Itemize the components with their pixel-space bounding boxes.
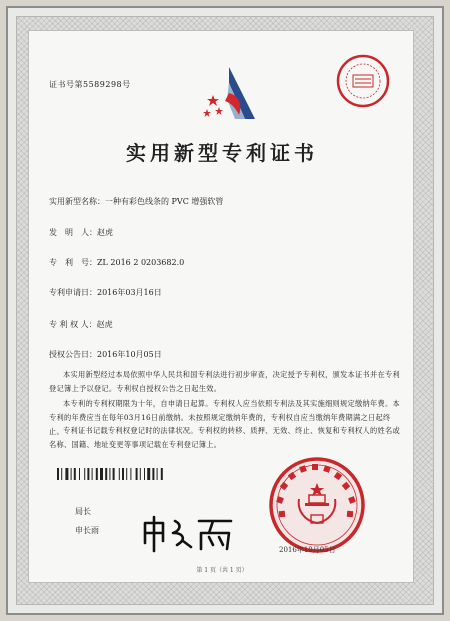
field-value: 一种有彩色线条的 PVC 增强软管 bbox=[105, 197, 224, 206]
paragraph-term: 本专利的专利权期限为十年，自申请日起算。专利权人应当依照专利法及其实施细则规定缴纳年费。本专利的年费应当在每年03月16日前缴纳。未按照规定缴纳年费的，专利权自应当缴纳年费期满之日起终止。 bbox=[49, 399, 400, 436]
field-value: 赵虎 bbox=[97, 228, 113, 237]
certificate-number: 证书号第5589298号 bbox=[49, 80, 131, 89]
field-value: 2016年10月05日 bbox=[97, 350, 162, 359]
field-label: 专 利 权 人： bbox=[49, 320, 97, 329]
field-inventor bbox=[49, 227, 113, 238]
field-label: 专 利 号： bbox=[49, 258, 97, 267]
field-grant-date bbox=[49, 349, 162, 360]
patent-office-logo-icon bbox=[199, 63, 261, 125]
field-value: 2016年03月16日 bbox=[97, 288, 162, 297]
seal-date: 2016年10月05日 bbox=[279, 546, 336, 554]
field-label: 专利申请日： bbox=[49, 288, 97, 297]
director-name: 申长雨 bbox=[75, 526, 99, 535]
registration-stamp-icon bbox=[335, 53, 391, 109]
official-seal-icon bbox=[267, 455, 367, 555]
director-title: 局长 bbox=[75, 507, 91, 516]
field-label: 授权公告日： bbox=[49, 350, 97, 359]
field-patent-number bbox=[49, 257, 184, 268]
director-signature bbox=[139, 513, 235, 553]
field-label: 实用新型名称： bbox=[49, 197, 105, 206]
field-value: 赵虎 bbox=[96, 320, 113, 329]
certificate-sheet bbox=[28, 30, 414, 583]
page-footer: 第 1 页（共 1 页） bbox=[196, 567, 248, 574]
field-patentee bbox=[49, 319, 113, 330]
field-value: ZL 2016 2 0203682.0 bbox=[97, 258, 185, 267]
paragraph-grant: 本实用新型经过本局依照中华人民共和国专利法进行初步审查，决定授予专利权，颁发本证书并在专利登记簿上予以登记。专利权自授权公告之日起生效。 bbox=[49, 370, 400, 393]
barcode-icon bbox=[57, 468, 197, 480]
field-label: 发 明 人： bbox=[49, 228, 97, 237]
paragraph-registration: 专利证书记载专利权登记时的法律状况。专利权的转移、质押、无效、终止、恢复和专利权人的姓名或名称、国籍、地址变更等事项记载在专利登记簿上。 bbox=[49, 426, 400, 449]
field-utility-model-name bbox=[49, 196, 223, 207]
certificate-title: 实用新型专利证书 bbox=[126, 141, 318, 165]
field-application-date bbox=[49, 287, 162, 298]
